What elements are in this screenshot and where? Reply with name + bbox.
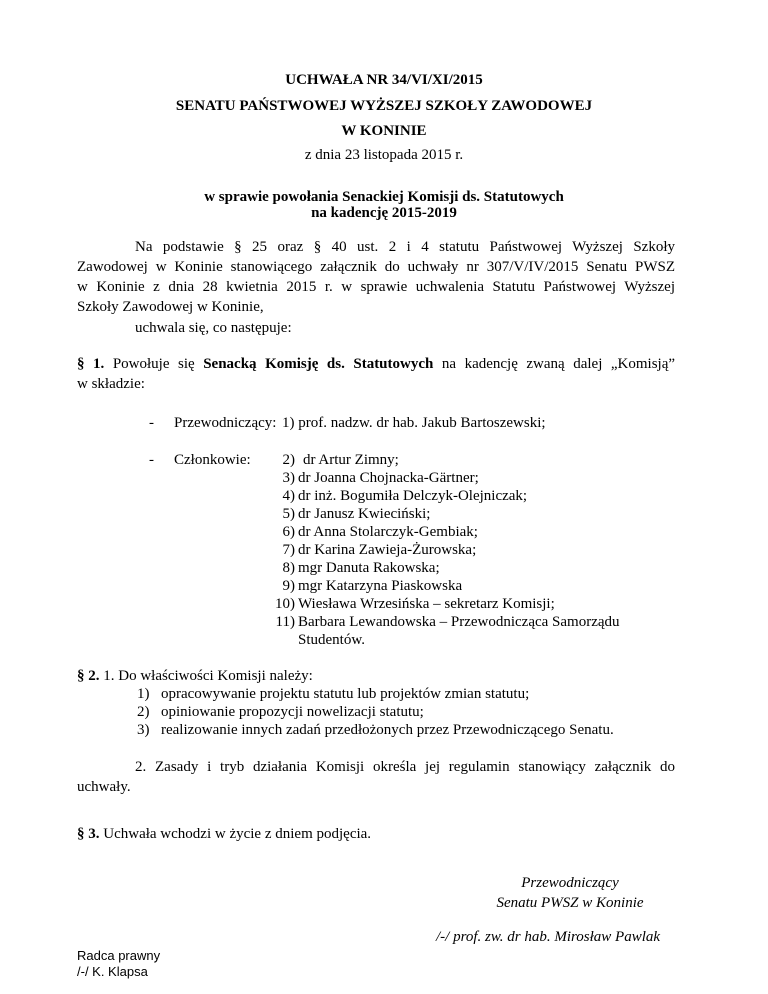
signature-role: Przewodniczący — [521, 875, 619, 891]
member-number: 8) — [282, 560, 295, 576]
signature-name: /-/ prof. zw. dr hab. Mirosław Pawlak — [436, 929, 661, 945]
member-number: 2) — [282, 452, 295, 468]
dash: - — [149, 452, 154, 468]
legal-role: Radca prawny — [77, 948, 161, 963]
member-number: 11) — [275, 614, 295, 630]
member-name: dr Karina Zawieja-Żurowska; — [298, 542, 477, 558]
duty-text: opiniowanie propozycji nowelizacji statutu; — [161, 704, 424, 720]
resolution-date: z dnia 23 listopada 2015 r. — [304, 147, 464, 163]
section-2-intro — [77, 666, 313, 686]
duty-number: 3) — [137, 722, 150, 738]
section-text: Powołuje się — [112, 356, 195, 372]
member-name: dr Janusz Kwieciński; — [298, 506, 431, 522]
title-line-3: W KONINIE — [341, 123, 427, 139]
member-name: dr inż. Bogumiła Delczyk-Olejniczak; — [298, 488, 528, 504]
member-number: 5) — [282, 506, 295, 522]
signature-role: Senatu PWSZ w Koninie — [496, 895, 644, 911]
section-text: na kadencję zwaną dalej „Komisją” — [441, 356, 676, 372]
section-mark: § 3. — [77, 826, 100, 842]
member-name: dr Anna Stolarczyk-Gembiak; — [298, 524, 478, 540]
legal-name: /-/ K. Klapsa — [77, 964, 148, 979]
section-text: 1. Do właściwości Komisji należy: — [103, 668, 313, 684]
duty-text: realizowanie innych zadań przedłożonych przez Przewodniczącego Senatu. — [161, 722, 614, 738]
preamble-line: Szkoły Zawodowej w Koninie, — [77, 299, 264, 315]
member-name: dr Artur Zimny; — [303, 452, 399, 468]
member-number: 3) — [282, 470, 295, 486]
member-number: 9) — [282, 578, 295, 594]
duty-number: 2) — [137, 704, 150, 720]
preamble-line: w Koninie z dnia 28 kwietnia 2015 r. w sprawie uchwalenia Statutu Państwowej Wyższej — [77, 279, 675, 295]
duty-number: 1) — [137, 686, 150, 702]
member-number: 4) — [282, 488, 295, 504]
section-2-paragraph: uchwały. — [77, 779, 131, 795]
subject-line-1: w sprawie powołania Senackiej Komisji ds. Statutowych — [204, 189, 564, 205]
members-label: Członkowie: — [174, 452, 251, 468]
chair-name: 1) prof. nadzw. dr hab. Jakub Bartoszewski; — [282, 415, 546, 431]
dash: - — [149, 415, 154, 431]
duty-text: opracowywanie projektu statutu lub projektów zmian statutu; — [161, 686, 530, 702]
section-mark: § 1. — [77, 356, 105, 372]
subject-line-2: na kadencję 2015-2019 — [311, 205, 457, 221]
member-number: 6) — [282, 524, 295, 540]
title-line-2: SENATU PAŃSTWOWEJ WYŻSZEJ SZKOŁY ZAWODOWEJ — [175, 98, 593, 114]
resolves-line: uchwala się, co następuje: — [135, 320, 292, 336]
section-text: Uchwała wchodzi w życie z dniem podjęcia. — [103, 826, 372, 842]
member-number: 7) — [282, 542, 295, 558]
chair-label: Przewodniczący: — [174, 415, 277, 431]
member-name: dr Joanna Chojnacka-Gärtner; — [298, 470, 479, 486]
section-2-paragraph: 2. Zasady i tryb działania Komisji określa jej regulamin stanowiący załącznik do — [135, 759, 675, 775]
preamble-line: Na podstawie § 25 oraz § 40 ust. 2 i 4 statutu Państwowej Wyższej Szkoły — [135, 239, 675, 255]
member-name: Barbara Lewandowska – Przewodnicząca Samorządu — [298, 614, 620, 630]
member-name: Wiesława Wrzesińska – sekretarz Komisji; — [298, 596, 555, 612]
committee-name: Senacką Komisję ds. Statutowych — [203, 356, 434, 372]
section-mark: § 2. — [77, 668, 100, 684]
member-name: mgr Danuta Rakowska; — [298, 560, 440, 576]
preamble-line: Zawodowej w Koninie stanowiącego załącznik do uchwały nr 307/V/IV/2015 Senatu PWSZ — [77, 259, 675, 275]
member-name-continuation: Studentów. — [298, 632, 365, 648]
title-line-1: UCHWAŁA NR 34/VI/XI/2015 — [285, 72, 483, 88]
section-1-line: w składzie: — [77, 376, 145, 392]
section-3 — [77, 824, 371, 844]
section-1-line — [77, 354, 675, 374]
member-name: mgr Katarzyna Piaskowska — [298, 578, 463, 594]
member-number: 10) — [275, 596, 295, 612]
